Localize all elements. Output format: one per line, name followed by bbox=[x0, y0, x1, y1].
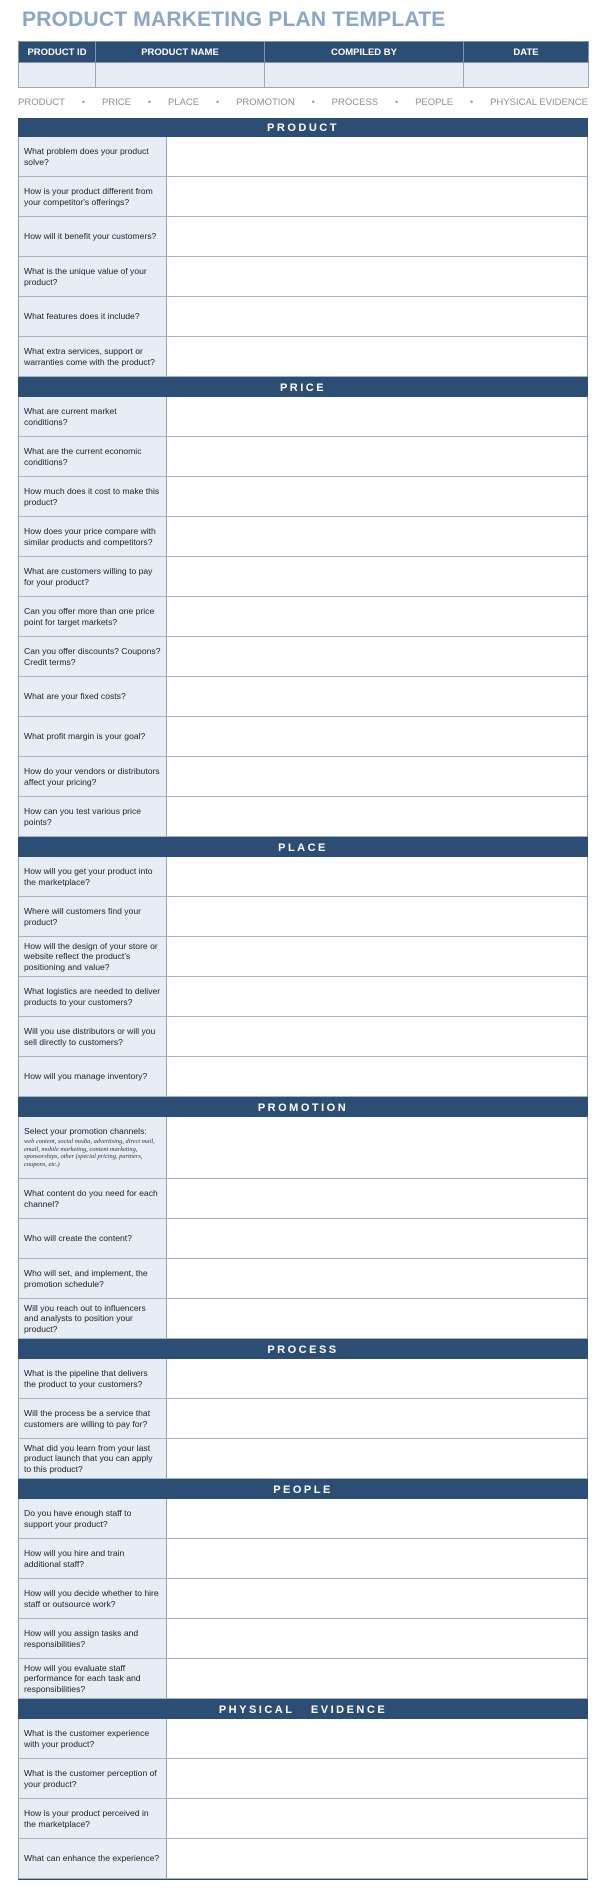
question-cell bbox=[19, 1117, 167, 1178]
product-id-field[interactable] bbox=[19, 63, 96, 88]
question-cell bbox=[19, 1179, 167, 1218]
section-product bbox=[18, 118, 588, 378]
sections-container bbox=[18, 118, 588, 1880]
question-cell bbox=[19, 677, 167, 716]
question-text: What logistics are needed to deliver products to your customers? bbox=[24, 985, 161, 1007]
question-cell bbox=[19, 1399, 167, 1438]
nav-item-product[interactable]: PRODUCT bbox=[18, 96, 65, 108]
question-row bbox=[18, 1659, 588, 1699]
question-row bbox=[18, 1179, 588, 1219]
nav-item-place[interactable]: PLACE bbox=[167, 96, 200, 108]
question-row bbox=[18, 137, 588, 177]
question-cell bbox=[19, 1659, 167, 1698]
question-text: How does your price compare with similar products and competitors? bbox=[24, 525, 156, 547]
question-text: Can you offer more than one price point for target markets? bbox=[24, 605, 155, 627]
question-cell bbox=[19, 1259, 167, 1298]
section-people bbox=[18, 1480, 588, 1700]
question-row bbox=[18, 397, 588, 437]
question-text: How is your product different from your competitor's offerings? bbox=[24, 185, 153, 207]
answer-field[interactable] bbox=[167, 1057, 587, 1096]
question-cell bbox=[19, 1539, 167, 1578]
answer-field[interactable] bbox=[167, 297, 587, 336]
question-row bbox=[18, 1117, 588, 1179]
section-header: PHYSICAL EVIDENCE bbox=[18, 1700, 588, 1719]
header-input-row bbox=[19, 63, 589, 88]
question-cell bbox=[19, 177, 167, 216]
answer-field[interactable] bbox=[167, 1539, 587, 1578]
question-cell bbox=[19, 397, 167, 436]
question-cell bbox=[19, 297, 167, 336]
question-row bbox=[18, 1057, 588, 1097]
question-cell bbox=[19, 517, 167, 556]
question-cell bbox=[19, 437, 167, 476]
question-row bbox=[18, 477, 588, 517]
question-cell bbox=[19, 1017, 167, 1056]
answer-field[interactable] bbox=[167, 1399, 587, 1438]
question-cell bbox=[19, 757, 167, 796]
section-physical-evidence bbox=[18, 1700, 588, 1880]
date-field[interactable] bbox=[464, 63, 589, 88]
nav-item-people[interactable]: PEOPLE bbox=[415, 96, 454, 108]
question-row bbox=[18, 977, 588, 1017]
question-text: How will it benefit your customers? bbox=[24, 231, 157, 242]
answer-field[interactable] bbox=[167, 857, 587, 896]
question-row bbox=[18, 1499, 588, 1539]
question-text: How will you hire and train additional staff? bbox=[24, 1547, 125, 1569]
question-text: What are your fixed costs? bbox=[24, 691, 126, 702]
question-row bbox=[18, 1219, 588, 1259]
question-row bbox=[18, 857, 588, 897]
section-header: PEOPLE bbox=[18, 1480, 588, 1499]
question-cell bbox=[19, 637, 167, 676]
question-cell bbox=[19, 1299, 167, 1338]
section-header: PROCESS bbox=[18, 1340, 588, 1359]
question-text: Who will create the content? bbox=[24, 1233, 132, 1244]
question-text: What are customers willing to pay for your product? bbox=[24, 565, 153, 587]
question-cell bbox=[19, 797, 167, 836]
question-row bbox=[18, 1539, 588, 1579]
question-text: What can enhance the experience? bbox=[24, 1853, 160, 1864]
question-text: How will you decide whether to hire staff or outsource work? bbox=[24, 1587, 159, 1609]
answer-field[interactable] bbox=[167, 677, 587, 716]
question-text: How will the design of your store or website reflect the product's positioning and value? bbox=[24, 940, 158, 972]
question-row bbox=[18, 1839, 588, 1879]
question-cell bbox=[19, 1499, 167, 1538]
section-nav bbox=[18, 95, 588, 109]
question-text: How do your vendors or distributors affect your pricing? bbox=[24, 765, 160, 787]
question-row bbox=[18, 1719, 588, 1759]
question-row bbox=[18, 217, 588, 257]
section-price bbox=[18, 378, 588, 838]
question-row bbox=[18, 557, 588, 597]
answer-field[interactable] bbox=[167, 1499, 587, 1538]
question-text: What features does it include? bbox=[24, 311, 140, 322]
answer-field[interactable] bbox=[167, 797, 587, 836]
question-row bbox=[18, 1399, 588, 1439]
section-process bbox=[18, 1340, 588, 1480]
answer-field[interactable] bbox=[167, 1799, 587, 1838]
product-name-field[interactable] bbox=[96, 63, 265, 88]
question-row bbox=[18, 757, 588, 797]
answer-field[interactable] bbox=[167, 257, 587, 296]
answer-field[interactable] bbox=[167, 1017, 587, 1056]
question-text: What is the pipeline that delivers the product to your customers? bbox=[24, 1367, 148, 1389]
question-cell bbox=[19, 137, 167, 176]
question-row bbox=[18, 637, 588, 677]
question-cell bbox=[19, 1759, 167, 1798]
question-row bbox=[18, 437, 588, 477]
question-cell bbox=[19, 1359, 167, 1398]
section-header: PRICE bbox=[18, 378, 588, 397]
answer-field[interactable] bbox=[167, 1219, 587, 1258]
question-row bbox=[18, 1759, 588, 1799]
answer-field[interactable] bbox=[167, 437, 587, 476]
question-row bbox=[18, 797, 588, 837]
question-row bbox=[18, 177, 588, 217]
answer-field[interactable] bbox=[167, 1299, 587, 1338]
nav-item-price[interactable]: PRICE bbox=[101, 96, 131, 108]
answer-field[interactable] bbox=[167, 1659, 587, 1698]
question-cell bbox=[19, 857, 167, 896]
section-header: PLACE bbox=[18, 838, 588, 857]
question-row bbox=[18, 677, 588, 717]
question-cell bbox=[19, 1579, 167, 1618]
nav-separator: • bbox=[216, 97, 220, 107]
question-text: What are current market conditions? bbox=[24, 405, 117, 427]
question-text: What content do you need for each channel? bbox=[24, 1187, 158, 1209]
question-text: How will you assign tasks and responsibilities? bbox=[24, 1627, 139, 1649]
question-row bbox=[18, 517, 588, 557]
question-cell bbox=[19, 217, 167, 256]
answer-field[interactable] bbox=[167, 517, 587, 556]
nav-separator: • bbox=[470, 97, 474, 107]
question-row bbox=[18, 1579, 588, 1619]
question-cell bbox=[19, 1057, 167, 1096]
question-text: What are the current economic conditions? bbox=[24, 445, 142, 467]
nav-separator: • bbox=[81, 97, 86, 107]
answer-field[interactable] bbox=[167, 897, 587, 936]
section-place bbox=[18, 838, 588, 1098]
header-table bbox=[18, 41, 589, 88]
question-row bbox=[18, 1799, 588, 1839]
nav-separator: • bbox=[395, 97, 399, 107]
question-row bbox=[18, 717, 588, 757]
question-text: What is the customer experience with your product? bbox=[24, 1727, 150, 1749]
nav-item-promotion[interactable]: PROMOTION bbox=[236, 96, 295, 108]
header-product-name: PRODUCT NAME bbox=[96, 42, 265, 63]
answer-field[interactable] bbox=[167, 1117, 587, 1178]
question-text: Will you use distributors or will you sell directly to customers? bbox=[24, 1025, 156, 1047]
question-text: What did you learn from your last product launch that you can apply to this product? bbox=[24, 1442, 153, 1474]
question-cell bbox=[19, 1439, 167, 1478]
question-text: Can you offer discounts? Coupons? Credit terms? bbox=[24, 645, 161, 667]
question-row bbox=[18, 597, 588, 637]
question-row bbox=[18, 1619, 588, 1659]
question-row bbox=[18, 337, 588, 377]
answer-field[interactable] bbox=[167, 717, 587, 756]
question-cell bbox=[19, 557, 167, 596]
question-text: Will the process be a service that customers are willing to pay for? bbox=[24, 1407, 151, 1429]
nav-separator: • bbox=[147, 97, 152, 107]
answer-field[interactable] bbox=[167, 637, 587, 676]
section-promotion bbox=[18, 1098, 588, 1340]
answer-field[interactable] bbox=[167, 1719, 587, 1758]
question-cell bbox=[19, 1839, 167, 1878]
question-text: How much does it cost to make this product? bbox=[24, 485, 160, 507]
question-cell bbox=[19, 1619, 167, 1658]
header-row bbox=[19, 42, 589, 63]
answer-field[interactable] bbox=[167, 137, 587, 176]
nav-item-physical-evidence[interactable]: PHYSICAL EVIDENCE bbox=[490, 96, 588, 108]
answer-field[interactable] bbox=[167, 557, 587, 596]
question-row bbox=[18, 257, 588, 297]
section-header: PRODUCT bbox=[18, 118, 588, 137]
nav-separator: • bbox=[311, 97, 315, 107]
answer-field[interactable] bbox=[167, 477, 587, 516]
answer-field[interactable] bbox=[167, 937, 587, 976]
question-text: Will you reach out to influencers and analysts to position your product? bbox=[24, 1302, 146, 1334]
question-text: How will you get your product into the marketplace? bbox=[24, 865, 153, 887]
answer-field[interactable] bbox=[167, 1439, 587, 1478]
question-cell bbox=[19, 597, 167, 636]
answer-field[interactable] bbox=[167, 1839, 587, 1878]
answer-field[interactable] bbox=[167, 337, 587, 376]
question-cell bbox=[19, 477, 167, 516]
question-cell bbox=[19, 1219, 167, 1258]
question-row bbox=[18, 1439, 588, 1479]
page-title: PRODUCT MARKETING PLAN TEMPLATE bbox=[22, 8, 446, 31]
question-row bbox=[18, 897, 588, 937]
question-text: What profit margin is your goal? bbox=[24, 731, 146, 742]
answer-field[interactable] bbox=[167, 1179, 587, 1218]
question-text: What is the customer perception of your product? bbox=[24, 1767, 157, 1789]
question-cell bbox=[19, 717, 167, 756]
question-text: How will you evaluate staff performance for each task and responsibilities? bbox=[24, 1662, 141, 1694]
answer-field[interactable] bbox=[167, 597, 587, 636]
question-text: Who will set, and implement, the promotion schedule? bbox=[24, 1267, 148, 1289]
question-text: How can you test various price points? bbox=[24, 805, 142, 827]
answer-field[interactable] bbox=[167, 177, 587, 216]
nav-item-process[interactable]: PROCESS bbox=[331, 96, 379, 108]
question-text: Where will customers find your product? bbox=[24, 905, 142, 927]
question-text: How is your product perceived in the marketplace? bbox=[24, 1807, 149, 1829]
question-cell bbox=[19, 1719, 167, 1758]
question-cell bbox=[19, 897, 167, 936]
question-cell bbox=[19, 937, 167, 976]
answer-field[interactable] bbox=[167, 977, 587, 1016]
question-row bbox=[18, 297, 588, 337]
answer-field[interactable] bbox=[167, 1359, 587, 1398]
question-text: How will you manage inventory? bbox=[24, 1071, 148, 1082]
answer-field[interactable] bbox=[167, 1619, 587, 1658]
question-row bbox=[18, 1299, 588, 1339]
question-text: Do you have enough staff to support your product? bbox=[24, 1507, 132, 1529]
channels-note: web content, social media, advertising, direct mail, email, mobile marketing, content marketing, sponsorships, other (special pricing, partners, coupons, etc.) bbox=[24, 1137, 155, 1169]
answer-field[interactable] bbox=[167, 1259, 587, 1298]
question-cell bbox=[19, 1799, 167, 1838]
section-divider bbox=[18, 1879, 588, 1880]
answer-field[interactable] bbox=[167, 1759, 587, 1798]
question-row bbox=[18, 1359, 588, 1399]
section-header: PROMOTION bbox=[18, 1098, 588, 1117]
question-cell bbox=[19, 337, 167, 376]
compiled-by-field[interactable] bbox=[265, 63, 464, 88]
question-row bbox=[18, 937, 588, 977]
question-row bbox=[18, 1017, 588, 1057]
question-text: What extra services, support or warranties come with the product? bbox=[24, 345, 155, 367]
answer-field[interactable] bbox=[167, 757, 587, 796]
answer-field[interactable] bbox=[167, 217, 587, 256]
question-text: Select your promotion channels: bbox=[24, 1126, 147, 1137]
question-text: What problem does your product solve? bbox=[24, 145, 149, 167]
question-cell bbox=[19, 977, 167, 1016]
header-date: DATE bbox=[464, 42, 589, 63]
answer-field[interactable] bbox=[167, 1579, 587, 1618]
question-cell bbox=[19, 257, 167, 296]
question-text: What is the unique value of your product? bbox=[24, 265, 147, 287]
header-product-id: PRODUCT ID bbox=[19, 42, 96, 63]
question-row bbox=[18, 1259, 588, 1299]
answer-field[interactable] bbox=[167, 397, 587, 436]
header-compiled-by: COMPILED BY bbox=[265, 42, 464, 63]
